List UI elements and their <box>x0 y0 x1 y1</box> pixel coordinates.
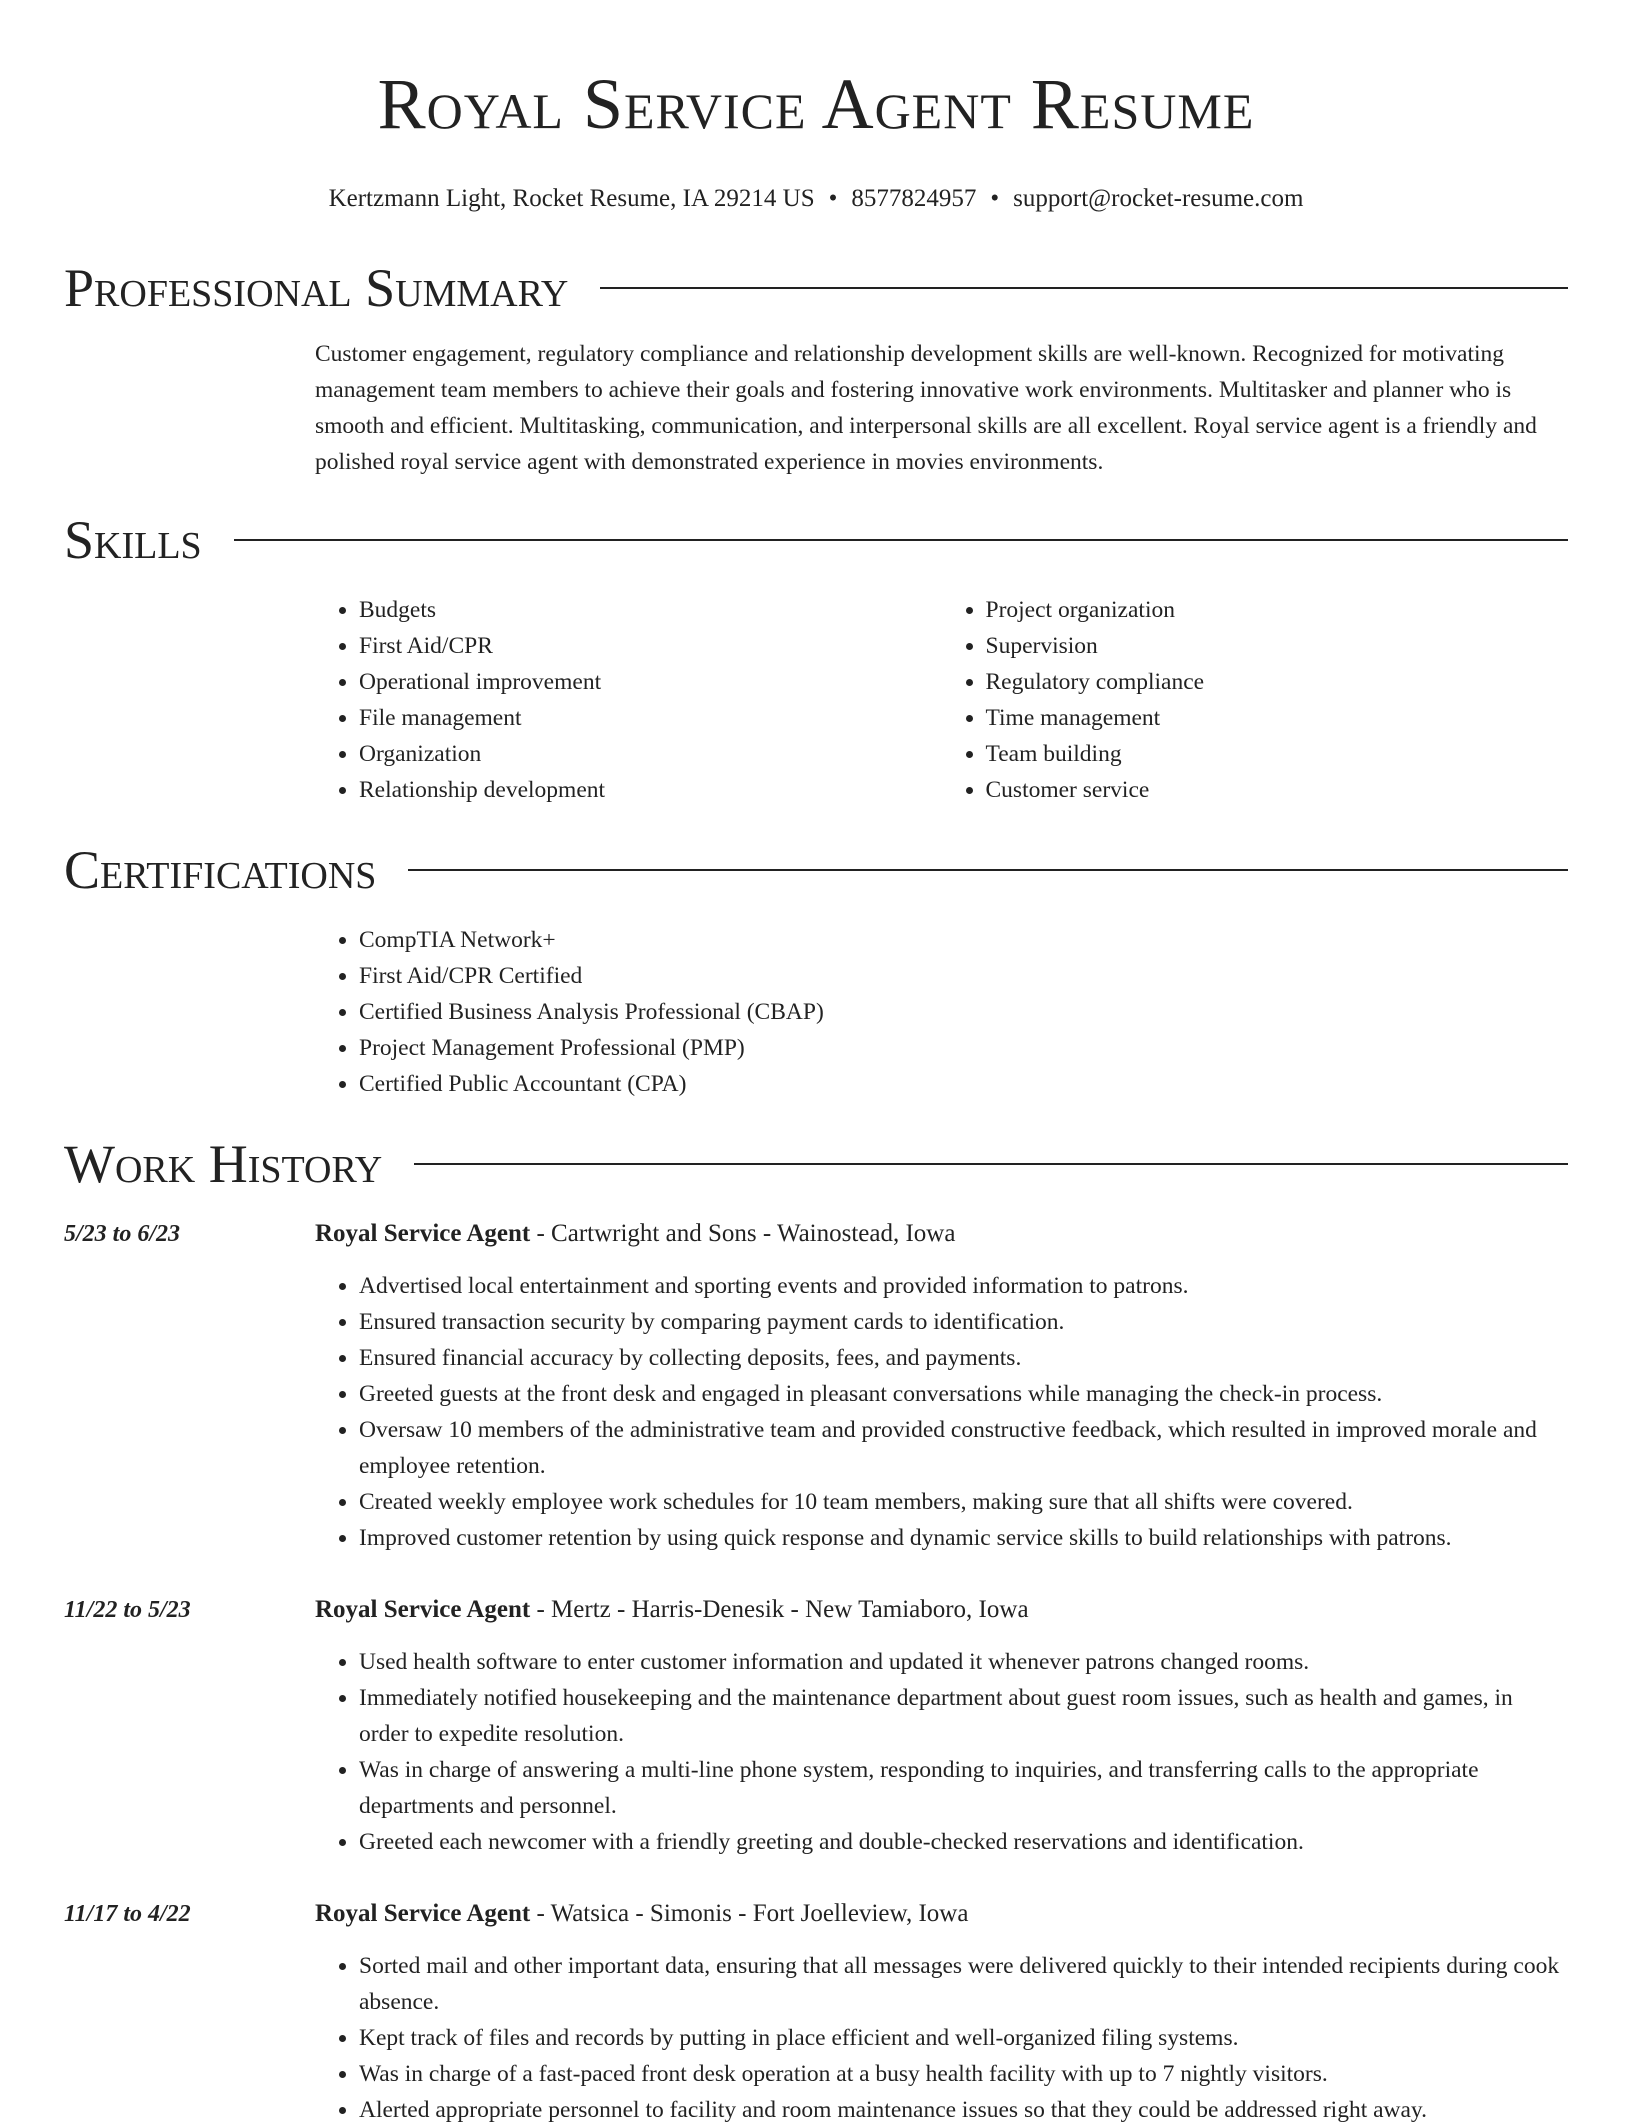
certification-item: • First Aid/CPR Certified <box>359 958 1568 994</box>
section-divider <box>600 287 1568 289</box>
skill-item: • Supervision <box>986 628 1569 664</box>
job-duties-list <box>315 1268 1568 1556</box>
job-employer-location: - Mertz - Harris-Denesik - New Tamiaboro, Iowa <box>530 1596 1029 1623</box>
work-section-header <box>64 1132 1568 1196</box>
job-title: Royal Service Agent <box>315 1220 531 1247</box>
job-body <box>315 1592 1568 1860</box>
page-title: Royal Service Agent Resume <box>377 64 1255 144</box>
skill-item: • Budgets <box>359 592 942 628</box>
job-dates: 5/23 to 6/23 <box>64 1221 181 1247</box>
work-history-list <box>64 1216 1568 2128</box>
job-body <box>315 1896 1568 2128</box>
job-heading <box>315 1592 1568 1628</box>
job-duties-list <box>315 1948 1568 2128</box>
job-employer-location: - Cartwright and Sons - Wainostead, Iowa <box>530 1220 956 1247</box>
job-entry <box>64 1896 1568 2128</box>
section-divider <box>408 869 1568 871</box>
job-employer-location: - Watsica - Simonis - Fort Joelleview, Iowa <box>530 1900 969 1927</box>
skills-grid <box>315 592 1568 808</box>
job-duty-item: • Greeted guests at the front desk and engaged in pleasant conversations while managing the check-in process. <box>359 1376 1568 1412</box>
skill-item: • Project organization <box>986 592 1569 628</box>
summary-heading: Professional Summary <box>64 258 569 318</box>
certifications-heading: Certifications <box>64 840 377 900</box>
contact-separator: • <box>990 185 1000 212</box>
job-duty-item: • Oversaw 10 members of the administrative team and provided constructive feedback, which resulted in improved morale and employee retention. <box>359 1412 1568 1484</box>
skills-list-right <box>942 592 1569 808</box>
contact-line <box>64 184 1568 214</box>
skills-list-left <box>315 592 942 808</box>
work-heading: Work History <box>64 1134 383 1194</box>
skills-section-header <box>64 508 1568 572</box>
certification-item: • Certified Business Analysis Professional (CBAP) <box>359 994 1568 1030</box>
job-duty-item: • Ensured financial accuracy by collecting deposits, fees, and payments. <box>359 1340 1568 1376</box>
job-title: Royal Service Agent <box>315 1596 531 1623</box>
job-dates: 11/22 to 5/23 <box>64 1597 191 1623</box>
certification-item: • Project Management Professional (PMP) <box>359 1030 1568 1066</box>
certifications-list <box>315 922 1568 1102</box>
contact-email: support@rocket-resume.com <box>1013 185 1304 212</box>
section-divider <box>234 539 1568 541</box>
section-divider <box>414 1163 1568 1165</box>
job-dates: 11/17 to 4/22 <box>64 1901 191 1927</box>
job-duty-item: • Kept track of files and records by putting in place efficient and well-organized filing systems. <box>359 2020 1568 2056</box>
summary-text: Customer engagement, regulatory compliance and relationship development skills are well-known. Recognized for motivating management team members to achieve their goals and fostering innovative work environments. Multitasker and planner who is smooth and efficient. Multitasking, communication, and interpersonal skills are all excellent. Royal service agent is a friendly and polished royal service agent with demonstrated experience in movies environments. <box>315 341 1537 475</box>
job-duty-item: • Alerted appropriate personnel to facility and room maintenance issues so that they could be addressed right away. <box>359 2092 1568 2128</box>
certifications-content <box>315 922 1568 1102</box>
job-duty-item: • Created weekly employee work schedules for 10 team members, making sure that all shifts were covered. <box>359 1484 1568 1520</box>
contact-address: Kertzmann Light, Rocket Resume, IA 29214 US <box>328 185 815 212</box>
job-duty-item: • Advertised local entertainment and sporting events and provided information to patrons. <box>359 1268 1568 1304</box>
certification-item: • CompTIA Network+ <box>359 922 1568 958</box>
job-duty-item: • Greeted each newcomer with a friendly greeting and double-checked reservations and identification. <box>359 1824 1568 1860</box>
certification-item: • Certified Public Accountant (CPA) <box>359 1066 1568 1102</box>
job-duty-item: • Was in charge of a fast-paced front desk operation at a busy health facility with up to 7 nightly visitors. <box>359 2056 1568 2092</box>
skill-item: • Relationship development <box>359 772 942 808</box>
skill-item: • File management <box>359 700 942 736</box>
job-body <box>315 1216 1568 1556</box>
job-entry <box>64 1592 1568 1860</box>
job-heading <box>315 1216 1568 1252</box>
contact-phone: 8577824957 <box>851 185 977 212</box>
skill-item: • Organization <box>359 736 942 772</box>
job-duties-list <box>315 1644 1568 1860</box>
contact-separator: • <box>828 185 838 212</box>
skills-heading: Skills <box>64 510 202 570</box>
job-heading <box>315 1896 1568 1932</box>
job-duty-item: • Was in charge of answering a multi-line phone system, responding to inquiries, and transferring calls to the appropriate departments and personnel. <box>359 1752 1568 1824</box>
skill-item: • Operational improvement <box>359 664 942 700</box>
job-title: Royal Service Agent <box>315 1900 531 1927</box>
summary-section-header <box>64 256 1568 320</box>
job-duty-item: • Sorted mail and other important data, ensuring that all messages were delivered quickly to their intended recipients during cook absence. <box>359 1948 1568 2020</box>
skill-item: • Regulatory compliance <box>986 664 1569 700</box>
skill-item: • First Aid/CPR <box>359 628 942 664</box>
skill-item: • Customer service <box>986 772 1569 808</box>
job-duty-item: • Ensured transaction security by comparing payment cards to identification. <box>359 1304 1568 1340</box>
job-duty-item: • Improved customer retention by using quick response and dynamic service skills to build relationships with patrons. <box>359 1520 1568 1556</box>
certifications-section-header <box>64 838 1568 902</box>
skill-item: • Time management <box>986 700 1569 736</box>
job-duty-item: • Used health software to enter customer information and updated it whenever patrons changed rooms. <box>359 1644 1568 1680</box>
job-entry <box>64 1216 1568 1556</box>
skill-item: • Team building <box>986 736 1569 772</box>
job-duty-item: • Immediately notified housekeeping and the maintenance department about guest room issues, such as health and games, in order to expedite resolution. <box>359 1680 1568 1752</box>
resume-page <box>64 0 1568 2128</box>
